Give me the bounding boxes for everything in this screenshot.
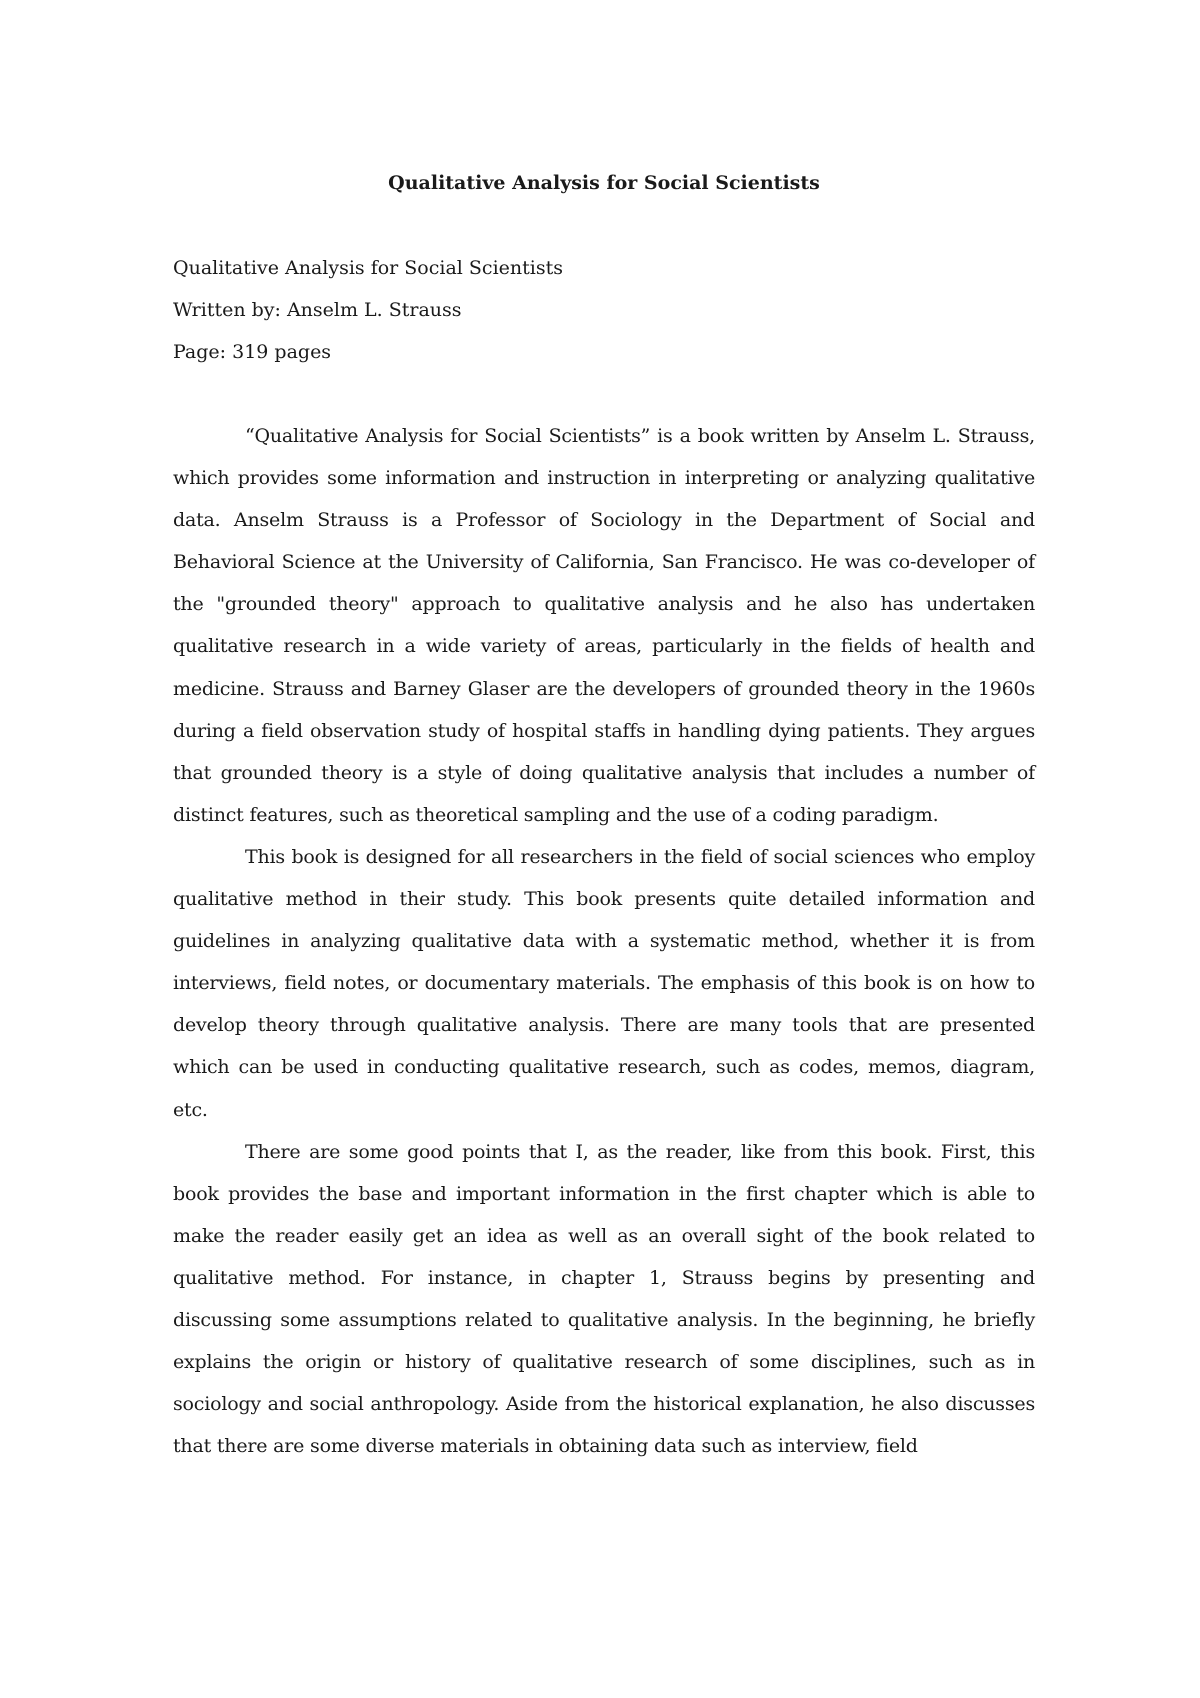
book-metadata bbox=[173, 247, 1035, 373]
page-count-line: Page: 319 pages bbox=[173, 341, 332, 363]
document-title: Qualitative Analysis for Social Scientists bbox=[388, 172, 820, 194]
paragraph-audience: This book is designed for all researchers in the field of social sciences who employ qualitative method in their study. This book presents quite detailed information and guidelines in analyzing qualitative data with a systematic method, whether it is from interviews, field notes, or documentary materials. The emphasis of this book is on how to develop theory through qualitative analysis. There are many tools that are presented which can be used in conducting qualitative research, such as codes, memos, diagram, etc. bbox=[173, 845, 1035, 1121]
book-title-line: Qualitative Analysis for Social Scientists bbox=[173, 257, 563, 279]
paragraph-intro: “Qualitative Analysis for Social Scientists” is a book written by Anselm L. Strauss, which provides some information and instruction in interpreting or analyzing qualitative data. Anselm Strauss is a Professor of Sociology in the Department of Social and Behavioral Science at the University of California, San Francisco. He was co-developer of the "grounded theory" approach to qualitative analysis and he also has undertaken qualitative research in a wide variety of areas, particularly in the fields of health and medicine. Strauss and Barney Glaser are the developers of grounded theory in the 1960s during a field observation study of hospital staffs in handling dying patients. They argues that grounded theory is a style of doing qualitative analysis that includes a number of distinct features, such as theoretical sampling and the use of a coding paradigm. bbox=[173, 425, 1035, 826]
review-body bbox=[173, 415, 1035, 1467]
paragraph-good-points: There are some good points that I, as the reader, like from this book. First, this book provides the base and important information in the first chapter which is able to make the reader easily get an idea as well as an overall sight of the book related to qualitative method. For instance, in chapter 1, Strauss begins by presenting and discussing some assumptions related to qualitative analysis. In the beginning, he briefly explains the origin or history of qualitative research of some disciplines, such as in sociology and social anthropology. Aside from the historical explanation, he also discusses that there are some diverse materials in obtaining data such as interview, field bbox=[173, 1140, 1035, 1458]
author-line: Written by: Anselm L. Strauss bbox=[173, 299, 462, 321]
document-page bbox=[173, 162, 1035, 1467]
